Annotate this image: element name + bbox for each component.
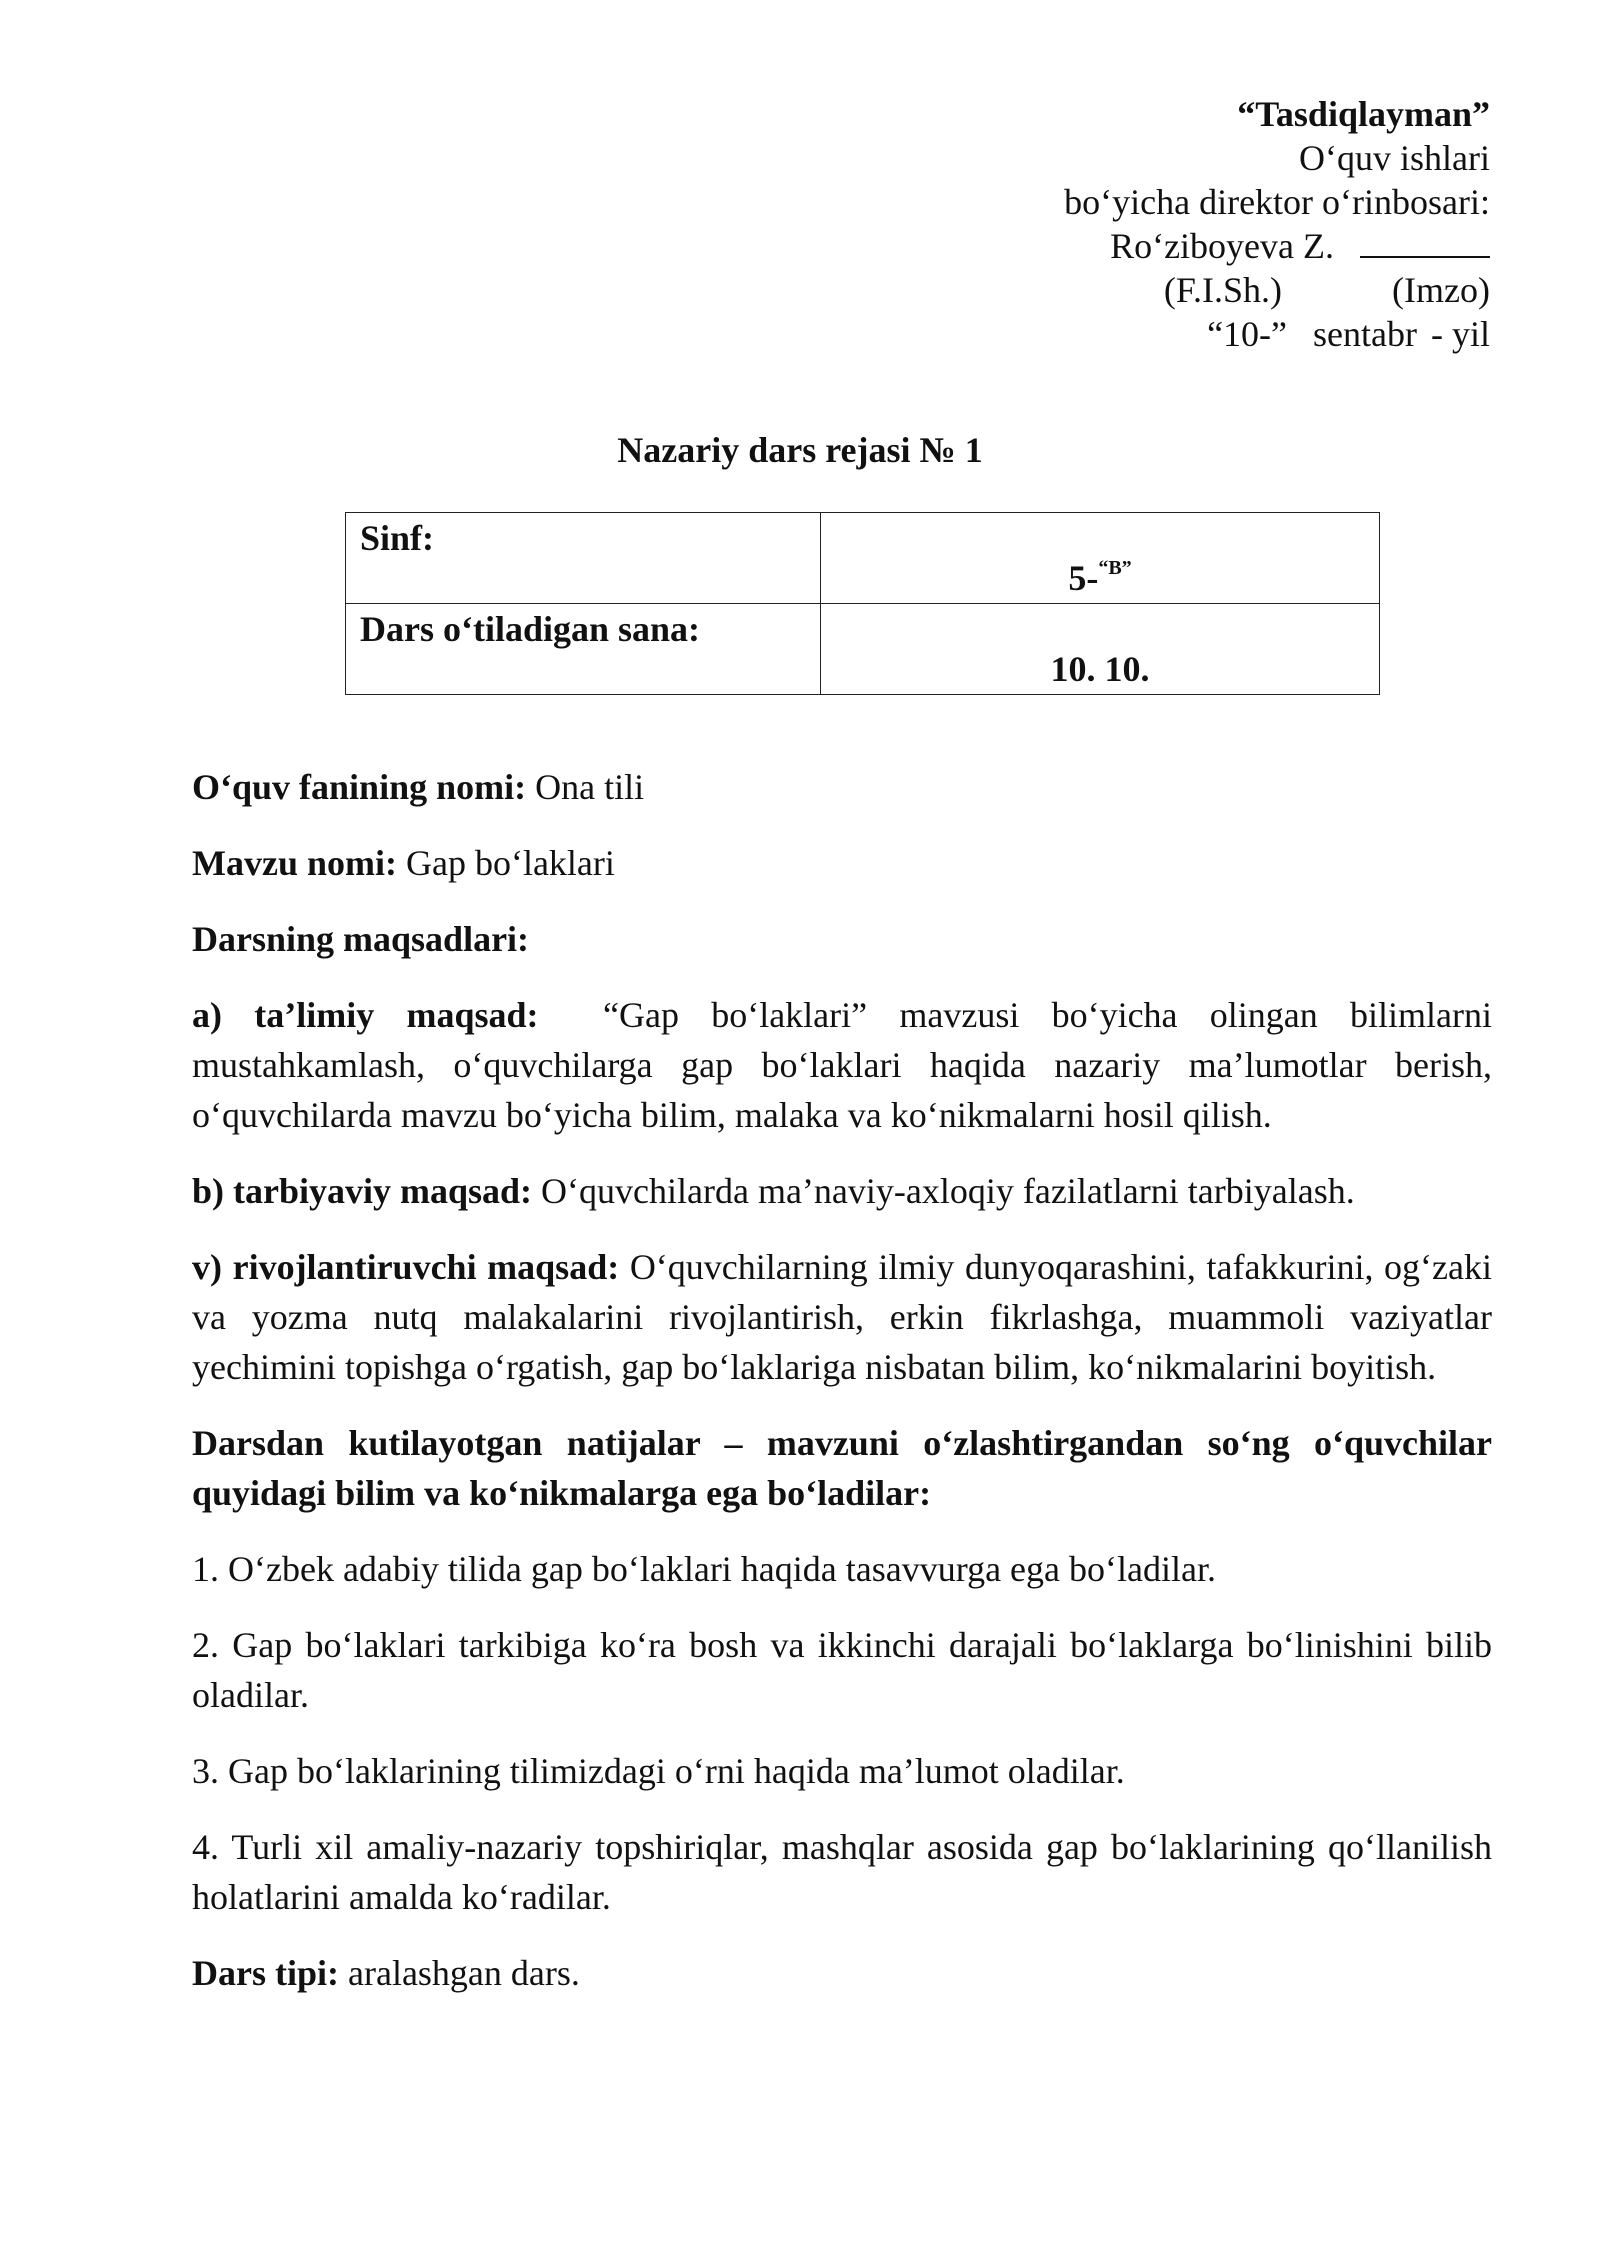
goal-text: O‘quvchilarda ma’naviy-axloqiy fazilatlarni tarbiyalash.	[541, 1171, 1355, 1211]
date-month: sentabr	[1313, 314, 1417, 354]
class-label: Sinf:	[346, 513, 821, 604]
subject-value: Ona tili	[535, 767, 645, 807]
subject-paragraph	[192, 762, 1492, 812]
topic-paragraph	[192, 838, 1492, 888]
goal-educational	[192, 990, 1492, 1140]
goal-developmental	[192, 1242, 1492, 1392]
topic-value: Gap bo‘laklari	[405, 843, 615, 883]
goal-upbringing	[192, 1166, 1492, 1216]
outcomes-heading: Darsdan kutilayotgan natijalar – mavzuni o‘zlashtirgandan so‘ng o‘quvchilar quyidagi bilim va ko‘nikmalarga ega bo‘ladilar:	[192, 1423, 1492, 1513]
date-year: - yil	[1431, 314, 1490, 354]
outcome-item: 2. Gap bo‘laklari tarkibiga ko‘ra bosh va ikkinchi darajali bo‘laklarga bo‘linishini bilib oladilar.	[192, 1625, 1492, 1715]
approval-line-1: O‘quv ishlari	[1299, 138, 1490, 178]
class-value-cell	[821, 513, 1380, 604]
fish-label: (F.I.Sh.)	[1163, 270, 1283, 310]
lesson-type-label: Dars tipi:	[192, 1953, 339, 1993]
outcome-item: 3. Gap bo‘laklarining tilimizdagi o‘rni haqida ma’lumot oladilar.	[192, 1751, 1125, 1791]
approval-labels-row	[890, 268, 1490, 312]
approval-line-2: bo‘yicha direktor o‘rinbosari:	[1064, 182, 1490, 222]
date-value-cell	[821, 604, 1380, 695]
subject-label: O‘quv fanining nomi:	[192, 767, 527, 807]
topic-label: Mavzu nomi:	[192, 843, 397, 883]
goal-text: O‘quvchilarning ilmiy dunyoqarashini, tafakkurini, og‘zaki va yozma nutq malakalarini rivojlantirish, erkin fikrlashga, muammoli vaziyatlar yechimini topishga o‘rgatish, gap bo‘laklariga nisbatan bilim, ko‘nikmalarini boyitish.	[192, 1247, 1492, 1387]
approval-date-row	[890, 312, 1490, 356]
approval-heading: “Tasdiqlayman”	[1237, 94, 1490, 134]
approver-name: Ro‘ziboyeva Z.	[1110, 226, 1334, 266]
outcome-item: 1. O‘zbek adabiy tilida gap bo‘laklari haqida tasavvurga ega bo‘ladilar.	[192, 1549, 1216, 1589]
goals-heading: Darsning maqsadlari:	[192, 919, 530, 959]
table-row	[346, 604, 1380, 695]
date-day: “10-”	[1207, 314, 1288, 354]
date-label: Dars o‘tiladigan sana:	[346, 604, 821, 695]
goal-label: v) rivojlantiruvchi maqsad:	[192, 1247, 620, 1287]
signature-line	[1360, 226, 1490, 258]
goal-label: a) ta’limiy maqsad:	[192, 995, 539, 1035]
class-value: 5-	[1068, 558, 1099, 598]
outcome-item: 4. Turli xil amaliy-nazariy topshiriqlar, mashqlar asosida gap bo‘laklarining qo‘llanilish holatlarini amalda ko‘radilar.	[192, 1827, 1492, 1917]
lesson-type-paragraph	[192, 1948, 1492, 1998]
approval-block	[890, 92, 1490, 356]
approver-name-row	[890, 224, 1490, 268]
document-title: Nazariy dars rejasi № 1	[617, 430, 983, 470]
table-row	[346, 513, 1380, 604]
document-body	[192, 762, 1492, 2024]
class-letter: “B”	[1098, 557, 1132, 579]
goal-text: “Gap bo‘laklari” mavzusi bo‘yicha olingan bilimlarni mustahkamlash, o‘quvchilarga gap bo‘laklari haqida nazariy ma’lumotlar berish, o‘quvchilarda mavzu bo‘yicha bilim, malaka va ko‘nikmalarni hosil qilish.	[192, 995, 1492, 1135]
goal-label: b) tarbiyaviy maqsad:	[192, 1171, 533, 1211]
lesson-type-value: aralashgan dars.	[348, 1953, 580, 1993]
signature-label: (Imzo)	[1392, 270, 1490, 310]
date-value: 10. 10.	[1050, 649, 1150, 689]
info-table	[345, 512, 1380, 695]
